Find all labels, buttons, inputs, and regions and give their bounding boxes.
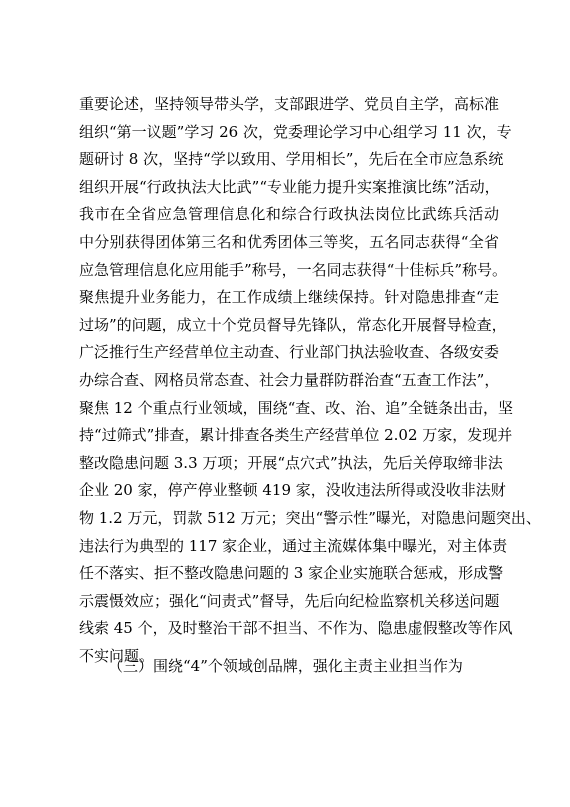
paragraph-line: 重要论述，坚持领导带头学，支部跟进学、党员自主学，高标准 [79,95,500,113]
paragraph-line: 组织开展“行政执法大比武”“专业能力提升实案推演比练”活动， [79,177,500,196]
paragraph-line: 中分别获得团体第三名和优秀团体三等奖，五名同志获得“全省 [79,232,499,251]
paragraph-line: 持“过筛式”排查，累计排查各类生产经营单位 2.02 万家，发现并 [79,426,513,445]
paragraph-line: 任不落实、拒不整改隐患问题的 3 家企业实施联合惩戒，形成警 [79,564,504,583]
paragraph-line: 广泛推行生产经营单位主动查、行业部门执法验收查、各级安委 [79,343,500,362]
paragraph-line: 我市在全省应急管理信息化和综合行政执法岗位比武练兵活动 [79,205,499,224]
body-paragraph [79,91,541,670]
paragraph-line: 违法行为典型的 117 家企业，通过主流媒体集中曝光，对主体责 [79,536,508,555]
paragraph-line: 示震慑效应；强化“问责式”督导，先后向纪检监察机关移送问题 [79,591,500,610]
paragraph-line: 不实问题。 [79,646,155,665]
paragraph-line: 线索 45 个，及时整治干部不担当、不作为、隐患虚假整改等作风 [79,619,513,638]
paragraph-line: 企业 20 家，停产停业整顿 419 家，没收违法所得或没收非法财 [79,481,506,500]
paragraph-line: 办综合查、网格员常态查、社会力量群防群治查“五查工作法”， [79,370,500,389]
paragraph-line: 聚焦 12 个重点行业领域，围绕“查、改、治、追”全链条出击，坚 [79,398,513,417]
section-heading: （三）围绕“4”个领域创品牌，强化主责主业担当作为 [108,657,463,675]
paragraph-line: 聚焦提升业务能力，在工作成绩上继续保持。针对隐患排查“走 [79,288,499,307]
paragraph-line: 过场”的问题，成立十个党员督导先锋队，常态化开展督导检查， [79,315,507,334]
paragraph-line: 组织“第一议题”学习 26 次，党委理论学习中心组学习 11 次，专 [79,122,512,141]
paragraph-line: 题研讨 8 次，坚持“学以致用、学用相长”，先后在全市应急系统 [79,150,504,169]
paragraph-line: 应急管理信息化应用能手”称号，一名同志获得“十佳标兵”称号。 [79,260,508,279]
paragraph-line: 物 1.2 万元，罚款 512 万元；突出“警示性”曝光，对隐患问题突出、 [79,508,541,527]
paragraph-line: 整改隐患问题 3.3 万项；开展“点穴式”执法，先后关停取缔非法 [79,453,503,472]
